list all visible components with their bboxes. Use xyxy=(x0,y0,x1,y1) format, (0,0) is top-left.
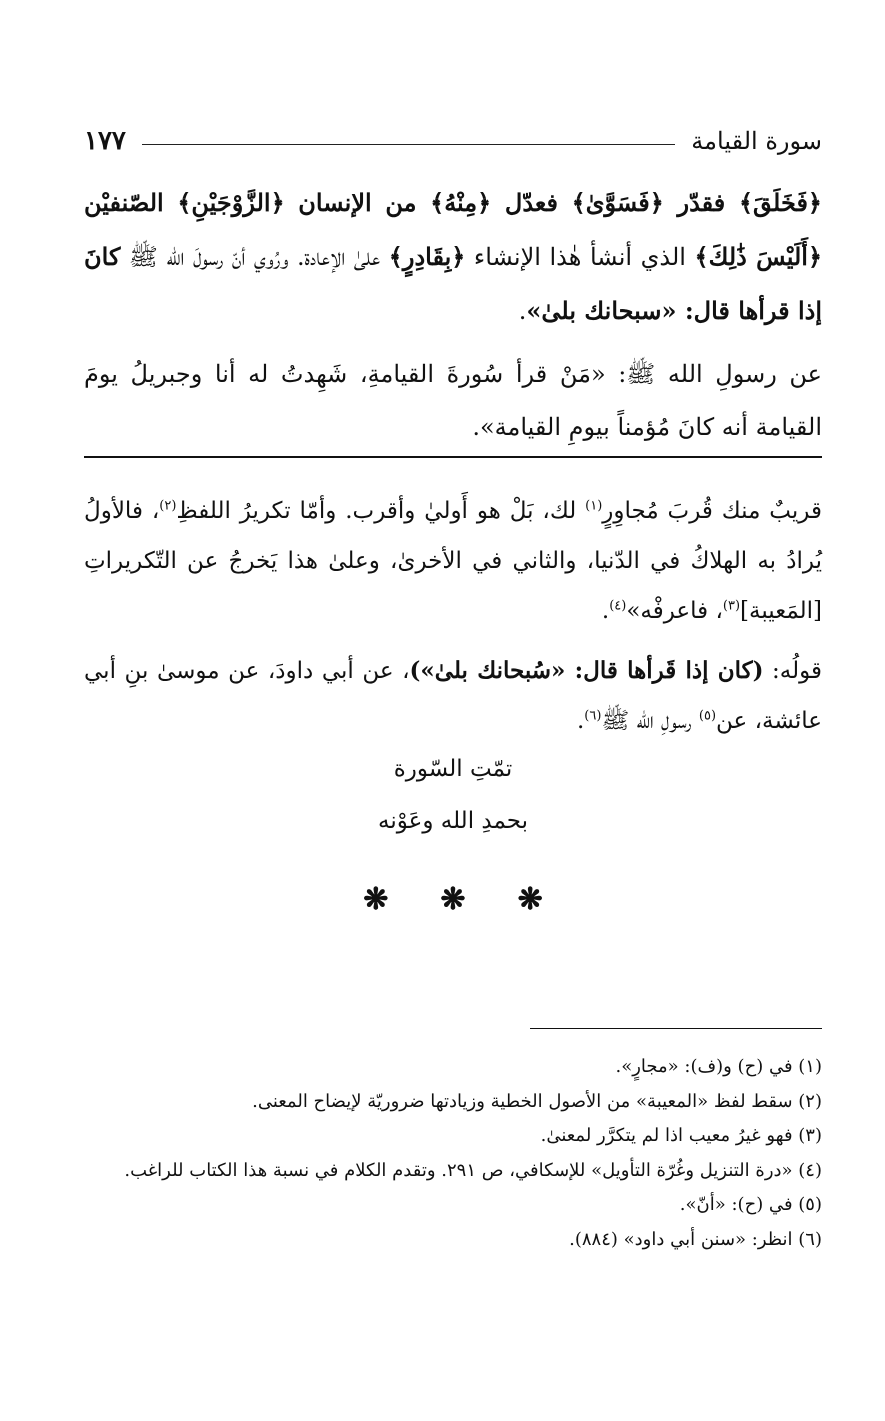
closing-line-1: تمّتِ السّورة xyxy=(393,756,513,782)
footnote-marker: (١) xyxy=(585,498,603,514)
quran-word: ﴿بِقَادِرٍ﴾ xyxy=(388,242,466,271)
page-header xyxy=(84,116,822,166)
commentary-paragraph-1 xyxy=(84,486,822,636)
footnote-5: (٥) في (ح): «أنّ». xyxy=(679,1194,822,1215)
main-text-paragraph-2: عن رسولِ الله ﷺ: «مَنْ قرأ سُورةَ القيامةِ، شَهِدتُ له أنا وجبريلُ يومَ القيامة أنه كانَ مُؤمناً بيومِ القيامة». xyxy=(84,360,822,441)
footnote-marker: (٥) xyxy=(698,708,717,724)
commentary-text: لك، بَلْ هو أَوليٰ وأقرب. وأمّا تكريرُ اللفظِ xyxy=(176,498,586,524)
closing-line-2: بحمدِ الله وعَوْنه xyxy=(377,808,529,834)
footnotes xyxy=(84,1050,822,1257)
footnote-marker: (٢) xyxy=(159,498,177,514)
commentary-text: رسولِ الله ﷺ xyxy=(601,708,699,734)
main-text-paragraph-1 xyxy=(84,176,822,338)
main-text: علىٰ الإعادة. ورُوي أنّ رسولَ الله ﷺ xyxy=(120,243,389,271)
footnote-marker: (٣) xyxy=(722,598,741,614)
commentary-text: قريبٌ منك قُربَ مُجاوِرٍ xyxy=(602,498,822,524)
quoted-phrase: (كان إذا قَرأها قال: «سُبحانك بلىٰ») xyxy=(409,657,764,684)
footnote-4: (٤) «درة التنزيل وغُرّة التأويل» للإسكافي، ص ٢٩١. وتقدم الكلام في نسبة هذا الكتاب للراغب. xyxy=(124,1159,822,1181)
star-ornament-icon: ❋ xyxy=(440,882,466,917)
quran-words: ﴿فَخَلَقَ﴾ فقدّر ﴿فَسَوَّىٰ﴾ فعدّل ﴿مِنْهُ﴾ من الإنسان ﴿الزَّوْجَيْنِ﴾ الصّنفيْن ﴿أَلَيْسَ ذَٰلِكَ﴾ xyxy=(84,188,823,271)
footnote-separator xyxy=(530,1028,822,1029)
surah-title: سورة القيامة xyxy=(691,127,822,155)
header-rule xyxy=(142,144,675,145)
footnote-3: (٣) فهو غيرُ معيب اذا لم يتكرَّر لمعنىٰ. xyxy=(540,1125,822,1146)
commentary-text: . xyxy=(601,598,610,624)
footnote-1: (١) في (ح) و(ف): «مجارٍ». xyxy=(615,1056,822,1077)
footnote-marker: (٤) xyxy=(609,598,627,614)
book-page xyxy=(84,0,822,1421)
footnote-marker: (٦) xyxy=(584,708,602,724)
commentary-text: ، عن أبي داودَ، عن موسىٰ بنِ أبي عائشة، عن xyxy=(84,658,822,734)
commentary-text: قولُه: xyxy=(763,658,823,684)
footnote-2: (٢) سقط لفظ «المعيبة» من الأصول الخطية وزيادتها ضروريّة لإيضاح المعنى. xyxy=(252,1090,822,1112)
ornament-stars xyxy=(84,882,822,917)
section-divider xyxy=(84,456,822,458)
commentary-paragraph-2 xyxy=(84,646,822,746)
commentary-text: ، فالأولُ يُرادُ به الهلاكُ في الدّنيا، والثاني في الأخرىٰ، وعلىٰ هذا يَخرجُ عن التّكريراتِ [المَعيبة] xyxy=(84,498,822,624)
page-number: ١٧٧ xyxy=(84,126,126,156)
footnote-6: (٦) انظر: «سنن أبي داود» (٨٨٤). xyxy=(569,1228,822,1250)
commentary-text: . xyxy=(576,708,585,734)
commentary-text: ، فاعرفْه» xyxy=(626,598,723,624)
main-text: الذي أنشأ هٰذا الإنشاء xyxy=(465,243,695,271)
main-text: . xyxy=(518,297,527,325)
star-ornament-icon: ❋ xyxy=(363,882,389,917)
star-ornament-icon: ❋ xyxy=(517,882,543,917)
hadith-quote: كانَ إذا قرأها قال: «سبحانك بلىٰ» xyxy=(84,242,822,325)
